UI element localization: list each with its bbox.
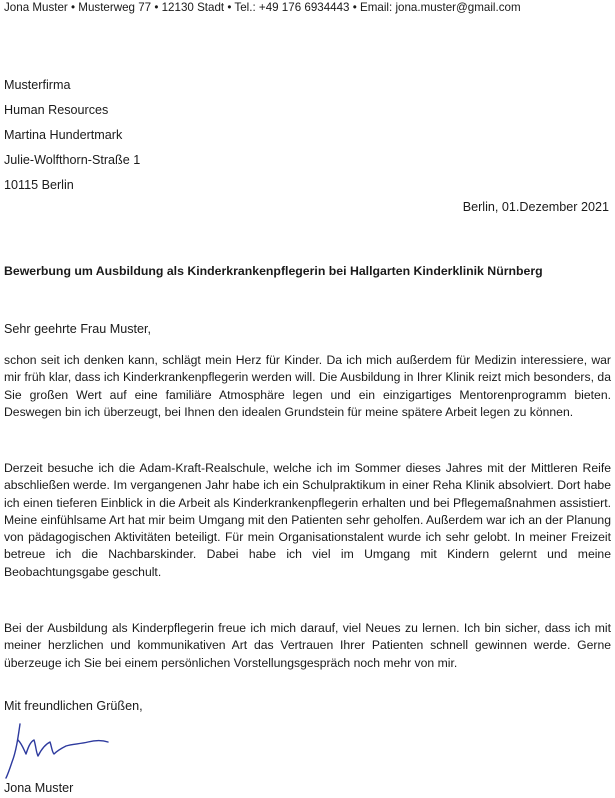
sender-contact-line: Jona Muster • Musterweg 77 • 12130 Stadt • Tel.: +49 176 6934443 • Email: jona.muster@gmail.com: [4, 1, 521, 14]
letter-date: Berlin, 01.Dezember 2021: [462, 200, 609, 214]
recipient-city: 10115 Berlin: [4, 178, 74, 192]
recipient-street: Julie-Wolfthorn-Straße 1: [4, 153, 141, 167]
recipient-company: Musterfirma: [4, 78, 71, 92]
body-paragraph-experience: Derzeit besuche ich die Adam-Kraft-Realschule, welche ich im Sommer dieses Jahres mit der Mittleren Reife abschließen werde. Im vergangenen Jahr habe ich ein Schulpraktikum in einer Reha Klinik absolviert. Dort habe ich einen tieferen Einblick in die Arbeit als Kinderkrankenpflegerin erhalten und bei Pflegemaßnahmen assistiert. Meine einfühlsame Art hat mir beim Umgang mit den Patienten sehr geholfen. Außerdem war ich an der Planung von pädagogischen Aktivitäten beteiligt. Für mein Organisationstalent wurde ich sehr gelobt. In meiner Freizeit betreue ich die Nachbarskinder. Dabei habe ich viel im Umgang mit Kindern gelernt und meine Beobachtungsgabe geschult.: [4, 461, 611, 579]
body-paragraph-motivation: schon seit ich denken kann, schlägt mein Herz für Kinder. Da ich mich außerdem für Medizin interessiere, war mir früh klar, dass ich Kinderkrankenpflegerin werden will. Die Ausbildung in Ihrer Klinik reizt mich besonders, da Sie großen Wert auf eine familiäre Atmosphäre legen und ein einzigartiges Mentorenprogramm bieten. Deswegen bin ich überzeugt, bei Ihnen den idealen Grundstein für meine spätere Arbeit legen zu können.: [4, 353, 611, 419]
signature-stroke: [6, 724, 108, 778]
sender-name: Jona Muster: [4, 781, 74, 795]
handwritten-signature: [2, 718, 122, 780]
body-paragraph-outlook: Bei der Ausbildung als Kinderpflegerin freue ich mich darauf, viel Neues zu lernen. Ich bin sicher, dass ich mit meiner herzlichen und kommunikativen Art das Vertrauen Ihrer Patienten schnell gewinnen werde. Gerne überzeuge ich Sie bei einem persönlichen Vorstellungsgespräch noch mehr von mir.: [4, 621, 611, 670]
recipient-contact: Martina Hundertmark: [4, 128, 123, 142]
salutation: Sehr geehrte Frau Muster,: [4, 322, 151, 336]
recipient-department: Human Resources: [4, 103, 109, 117]
closing-phrase: Mit freundlichen Grüßen,: [4, 699, 143, 713]
recipient-address: [4, 73, 140, 198]
letter-subject: Bewerbung um Ausbildung als Kinderkrankenpflegerin bei Hallgarten Kinderklinik Nürnberg: [4, 264, 543, 278]
